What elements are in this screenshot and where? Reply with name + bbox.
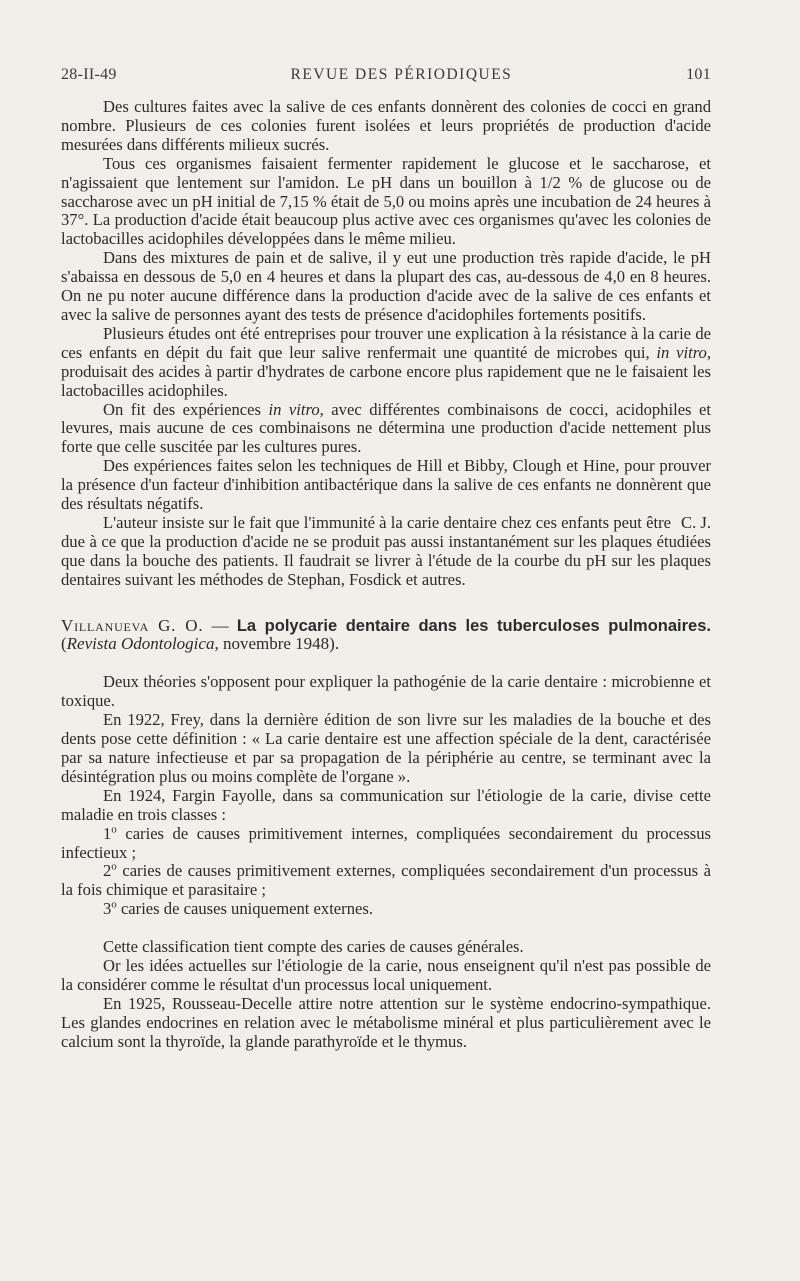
item-number: 3 [103,899,112,919]
source-date: novembre 1948). [218,634,340,654]
item-number: 2 [103,861,112,881]
heading-dash: — [203,615,237,635]
text-run: L'auteur insiste sur le fait que l'immunité à la carie dentaire chez ces enfants peut être due à ce que la production d'acide ne se produit pas aussi instantanément sur les plaques étudiées que dans la bouche des patients. Il faudrait se livrer à l'étude de la courbe du pH sur les plaques dentaires suivant les méthodes de Stephan, Fosdick et autres. [61,512,711,589]
ordinal-mark: o [111,823,117,836]
list-item [61,862,711,900]
review-heading [61,617,711,655]
item-text: caries de causes primitivement internes, compliquées secondairement du processus infectieux ; [61,823,711,862]
paragraph: En 1925, Rousseau-Decelle attire notre attention sur le système endocrino-sympathique. Les glandes endocrines en relation avec le métabolisme minéral et plus particulièrement avec le calcium sont la thyroïde, la glande parathyroïde et le thymus. [61,993,711,1051]
item-number: 1 [103,823,112,843]
paragraph [61,401,711,458]
page-body [61,98,711,1052]
paragraph [61,325,711,401]
item-text: caries de causes uniquement externes. [116,899,373,919]
article-title: La polycarie dentaire dans les tuberculoses pulmonaires. [236,616,711,635]
list-item [61,900,711,919]
paragraph: Tous ces organismes faisaient fermenter rapidement le glucose et le saccharose, et n'agissaient que lentement sur l'amidon. Le pH dans un bouillon à 1/2 % de glucose ou de saccharose avec un pH initial de 7,15 % était de 5,0 ou moins après une incubation de 24 heures à 37°. La production d'acide était beaucoup plus active avec ces organismes qu'avec les colonies de lactobacilles acidophiles développées dans le même milieu. [61,153,711,249]
item-text: caries de causes primitivement externes, compliquées secondairement d'un processus à la fois chimique et parasitaire ; [61,861,711,900]
paragraph: En 1924, Fargin Fayolle, dans sa communication sur l'étiologie de la carie, divise cette maladie en trois classes : [61,785,711,824]
source-open: ( [61,634,67,654]
header-date: 28-II-49 [61,66,117,83]
ordinal-mark: o [111,860,117,873]
journal-section-title: REVUE DES PÉRIODIQUES [290,66,513,83]
review-author: Villanueva G. O. [61,615,204,635]
paragraph: Des cultures faites avec la salive de ces enfants donnèrent des colonies de cocci en grand nombre. Plusieurs de ces colonies furent isolées et leurs propriétés de production d'acide mesurées dans différents milieux sucrés. [61,97,711,154]
paragraph: Deux théories s'opposent pour expliquer la pathogénie de la carie dentaire : microbienne et toxique. [61,672,711,711]
text-run: Plusieurs études ont été entreprises pour trouver une explication à la résistance à la carie de ces enfants en dépit du fait que leur salive renfermait une quantité de microbes qui, [61,323,711,362]
running-header [61,66,711,84]
text-run: , produisait des acides à partir d'hydrates de carbone encore plus rapidement que ne le faisaient les lactobacilles acidophiles. [61,342,711,400]
ordinal-mark: o [111,898,117,911]
text-run: On fit des expériences [103,399,269,419]
paragraph: Dans des mixtures de pain et de salive, il y eut une production très rapide d'acide, le pH s'abaissa en dessous de 5,0 en 4 heures et dans la plupart des cas, au-dessous de 4,0 en 8 heures. On ne pu noter aucune différence dans la production d'acide avec de la salive de ces enfants et avec la salive de personnes ayant des tests de présence d'acidophiles fortements positifs. [61,248,711,324]
italic-term: in vitro [656,342,707,362]
paragraph [61,514,711,590]
page-number: 101 [686,66,711,83]
italic-term: in vitro [268,399,320,419]
text-run: , avec différentes combinaisons de cocci, acidophiles et levures, mais aucune de ces combinaisons ne détermina une production d'acide nettement plus forte que celle suscitée par les cultures pures. [61,399,711,457]
list-item [61,825,711,863]
source-journal: Revista Odontologica, [66,634,219,654]
reviewer-signature: C. J. [681,512,711,532]
paragraph: Des expériences faites selon les techniques de Hill et Bibby, Clough et Hine, pour prouver la présence d'un facteur d'inhibition antibactérique dans la salive de ces enfants ne donnèrent que des résultats négatifs. [61,456,711,514]
paragraph: En 1922, Frey, dans la dernière édition de son livre sur les maladies de la bouche et des dents pose cette définition : « La carie dentaire est une affection spéciale de la dent, caractérisée par sa nature infectieuse et par sa propagation de la périphérie au centre, se terminant avec la désintégration plus ou moins complète de l'organe ». [61,710,711,786]
paragraph: Cette classification tient compte des caries de causes générales. [103,937,524,957]
paragraph: Or les idées actuelles sur l'étiologie de la carie, nous enseignent qu'il n'est pas possible de la considérer comme le résultat d'un processus local uniquement. [61,956,711,994]
